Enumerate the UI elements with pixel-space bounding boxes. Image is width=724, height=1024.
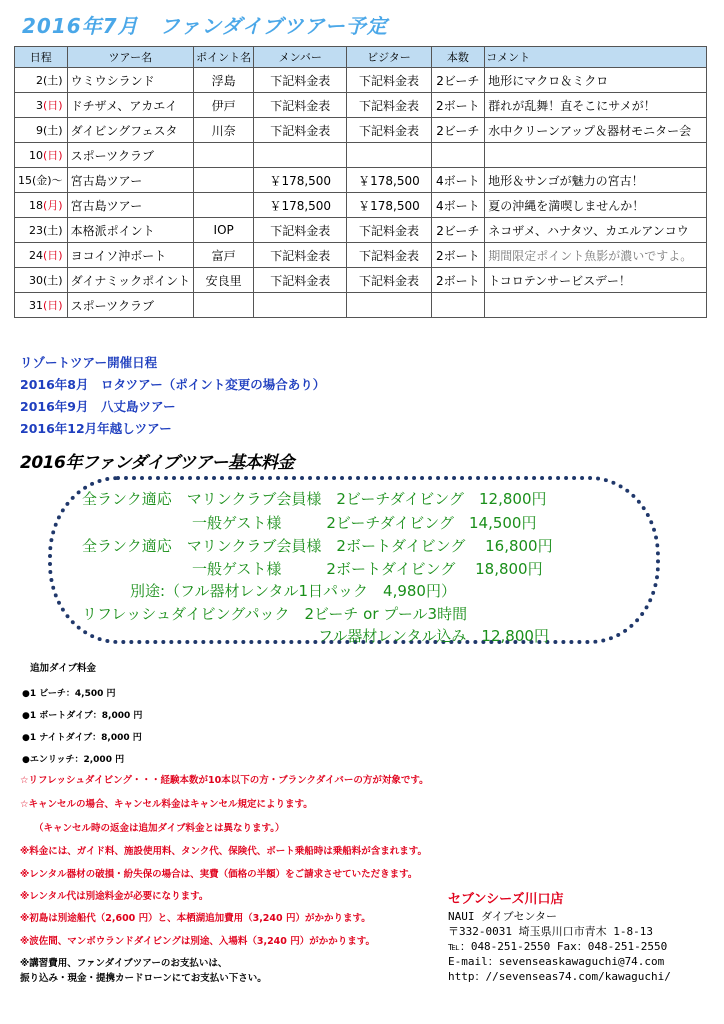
date-cell bbox=[15, 218, 68, 243]
additional-item: ●1 ナイトダイブ：8,000 円 bbox=[22, 733, 142, 743]
page-title: 2016年7月 ファンダイブツアー予定 bbox=[22, 14, 388, 38]
column-header: コメント bbox=[485, 47, 707, 68]
date-day: 31 bbox=[29, 299, 43, 312]
visitor-price-cell bbox=[347, 293, 431, 318]
table-row bbox=[15, 243, 707, 268]
point-cell bbox=[194, 143, 254, 168]
member-price-cell: 下記料金表 bbox=[254, 93, 347, 118]
date-weekday: (土) bbox=[43, 74, 63, 87]
additional-item: ●エンリッチ：2,000 円 bbox=[22, 755, 125, 765]
shop-line: E-mail：sevenseaskawaguchi@74.com bbox=[448, 955, 665, 968]
price-line: 全ランク適応 マリンクラブ会員様 2ビーチダイビング 12,800円 bbox=[82, 490, 547, 508]
comment-cell: 群れが乱舞！直そこにサメが！ bbox=[485, 93, 707, 118]
table-header-row bbox=[15, 47, 707, 68]
tour-name-cell: ヨコイソ沖ボート bbox=[67, 243, 194, 268]
point-cell bbox=[194, 193, 254, 218]
note-line: ※講習費用、ファンダイブツアーのお支払いは、 bbox=[20, 958, 228, 969]
visitor-price-cell: 下記料金表 bbox=[347, 93, 431, 118]
date-cell bbox=[15, 168, 68, 193]
additional-item: ●1 ボートダイブ：8,000 円 bbox=[22, 711, 143, 721]
dive-count-cell: 2ビーチ bbox=[431, 218, 485, 243]
additional-dive-heading: 追加ダイブ料金 bbox=[30, 663, 97, 674]
note-line: 振り込み・現金・提携カードローンにてお支払い下さい。 bbox=[20, 973, 267, 984]
note-line: ※料金には、ガイド料、施設使用料、タンク代、保険代、ボート乗船時は乗船料が含まれます。 bbox=[20, 846, 428, 857]
shop-line: ℡：048-251-2550 Fax：048-251-2550 bbox=[448, 940, 668, 953]
point-cell: 富戸 bbox=[194, 243, 254, 268]
price-title: 2016年ファンダイブツアー基本料金 bbox=[20, 453, 294, 473]
member-price-cell bbox=[254, 143, 347, 168]
note-line: ☆キャンセルの場合、キャンセル料金はキャンセル規定によります。 bbox=[20, 799, 313, 810]
schedule-table bbox=[14, 46, 707, 318]
comment-cell: 地形にマクロ＆ミクロ bbox=[485, 68, 707, 93]
visitor-price-cell: 下記料金表 bbox=[347, 118, 431, 143]
comment-cell bbox=[485, 143, 707, 168]
shop-info bbox=[448, 892, 671, 984]
column-header: 本数 bbox=[431, 47, 485, 68]
dive-count-cell bbox=[431, 293, 485, 318]
resort-heading: リゾートツアー開催日程 bbox=[20, 355, 158, 370]
tour-name-cell: 宮古島ツアー bbox=[67, 168, 194, 193]
comment-cell: 水中クリーンアップ＆器材モニター会 bbox=[485, 118, 707, 143]
note-line: ※レンタル代は別途料金が必要になります。 bbox=[20, 891, 209, 902]
point-cell: 川奈 bbox=[194, 118, 254, 143]
table-row bbox=[15, 118, 707, 143]
table-row bbox=[15, 143, 707, 168]
date-weekday: (金)〜 bbox=[32, 174, 63, 187]
date-day: 3 bbox=[36, 99, 43, 112]
point-cell: IOP bbox=[194, 218, 254, 243]
tour-name-cell: ダイナミックポイント bbox=[67, 268, 194, 293]
date-weekday: (日) bbox=[43, 299, 63, 312]
tour-name-cell: 本格派ポイント bbox=[67, 218, 194, 243]
member-price-cell: ￥178,500 bbox=[254, 193, 347, 218]
table-row bbox=[15, 293, 707, 318]
column-header: ポイント名 bbox=[194, 47, 254, 68]
date-weekday: (土) bbox=[43, 224, 63, 237]
table-row bbox=[15, 218, 707, 243]
dive-count-cell: 2ボート bbox=[431, 93, 485, 118]
date-weekday: (月) bbox=[43, 199, 63, 212]
point-cell: 浮島 bbox=[194, 68, 254, 93]
visitor-price-cell: ￥178,500 bbox=[347, 168, 431, 193]
price-line: 一般ゲスト様 2ボートダイビング 18,800円 bbox=[192, 560, 543, 578]
resort-item: 2016年12月年越しツアー bbox=[20, 421, 172, 436]
tour-name-cell: スポーツクラブ bbox=[67, 293, 194, 318]
date-day: 2 bbox=[36, 74, 43, 87]
note-line: ☆リフレッシュダイビング・・・経験本数が10本以下の方・ブランクダイバーの方が対象です。 bbox=[20, 775, 429, 786]
price-line: 別途:（フル器材レンタル1日パック 4,980円） bbox=[130, 582, 456, 600]
member-price-cell: 下記料金表 bbox=[254, 218, 347, 243]
resort-item: 2016年8月 ロタツアー（ポイント変更の場合あり） bbox=[20, 377, 326, 392]
visitor-price-cell: 下記料金表 bbox=[347, 243, 431, 268]
comment-cell bbox=[485, 293, 707, 318]
dive-count-cell: 4ボート bbox=[431, 168, 485, 193]
dive-count-cell: 2ビーチ bbox=[431, 68, 485, 93]
comment-cell: ネコザメ、ハナタツ、カエルアンコウ bbox=[485, 218, 707, 243]
date-day: 23 bbox=[29, 224, 43, 237]
member-price-cell: 下記料金表 bbox=[254, 268, 347, 293]
member-price-cell bbox=[254, 293, 347, 318]
comment-cell: 夏の沖縄を満喫しませんか！ bbox=[485, 193, 707, 218]
table-row bbox=[15, 268, 707, 293]
visitor-price-cell: 下記料金表 bbox=[347, 218, 431, 243]
point-cell: 安良里 bbox=[194, 268, 254, 293]
comment-cell: トコロテンサービスデー！ bbox=[485, 268, 707, 293]
dive-count-cell: 2ビーチ bbox=[431, 118, 485, 143]
dive-count-cell bbox=[431, 143, 485, 168]
date-weekday: (日) bbox=[43, 99, 63, 112]
date-weekday: (日) bbox=[43, 149, 63, 162]
shop-name: セブンシーズ川口店 bbox=[448, 892, 564, 907]
date-cell bbox=[15, 68, 68, 93]
table-row bbox=[15, 93, 707, 118]
column-header: メンバー bbox=[254, 47, 347, 68]
price-line: 全ランク適応 マリンクラブ会員様 2ボートダイビング 16,800円 bbox=[82, 537, 553, 555]
date-day: 9 bbox=[36, 124, 43, 137]
tour-name-cell: 宮古島ツアー bbox=[67, 193, 194, 218]
table-row bbox=[15, 168, 707, 193]
tour-name-cell: ウミウシランド bbox=[67, 68, 194, 93]
note-line: ※波佐間、マンボウランドダイビングは別途、入場料（3,240 円）がかかります。 bbox=[20, 936, 375, 947]
member-price-cell: 下記料金表 bbox=[254, 68, 347, 93]
table-row bbox=[15, 193, 707, 218]
note-line: （キャンセル時の返金は追加ダイブ料金とは異なります。） bbox=[34, 823, 285, 834]
tour-name-cell: ダイビングフェスタ bbox=[67, 118, 194, 143]
column-header: ビジター bbox=[347, 47, 431, 68]
date-day: 24 bbox=[29, 249, 43, 262]
visitor-price-cell: 下記料金表 bbox=[347, 68, 431, 93]
date-weekday: (土) bbox=[43, 124, 63, 137]
date-cell bbox=[15, 118, 68, 143]
member-price-cell: 下記料金表 bbox=[254, 243, 347, 268]
tour-name-cell: ドチザメ、アカエイ bbox=[67, 93, 194, 118]
date-weekday: (日) bbox=[43, 249, 63, 262]
date-cell bbox=[15, 193, 68, 218]
price-line: 一般ゲスト様 2ビーチダイビング 14,500円 bbox=[192, 514, 537, 532]
date-cell bbox=[15, 293, 68, 318]
date-day: 15 bbox=[18, 174, 32, 187]
point-cell bbox=[194, 293, 254, 318]
point-cell bbox=[194, 168, 254, 193]
note-line: ※レンタル器材の破損・紛失保の場合は、実費（価格の半額）をご請求させていただきます。 bbox=[20, 869, 418, 880]
shop-line: http：//sevenseas74.com/kawaguchi/ bbox=[448, 970, 671, 983]
date-cell bbox=[15, 243, 68, 268]
date-day: 18 bbox=[29, 199, 43, 212]
price-line: フル器材レンタル込み 12,800円 bbox=[318, 627, 549, 645]
resort-tour-section bbox=[20, 352, 325, 440]
comment-cell: 地形＆サンゴが魅力の宮古！ bbox=[485, 168, 707, 193]
date-weekday: (土) bbox=[43, 274, 63, 287]
dive-count-cell: 4ボート bbox=[431, 193, 485, 218]
note-line: ※初島は別途船代（2,600 円）と、本栖湖追加費用（3,240 円）がかかります。 bbox=[20, 913, 371, 924]
visitor-price-cell bbox=[347, 143, 431, 168]
shop-line: NAUI ダイブセンター bbox=[448, 910, 558, 923]
additional-item: ●1 ビーチ：4,500 円 bbox=[22, 689, 116, 699]
price-line: リフレッシュダイビングパック 2ビーチ or プール3時間 bbox=[82, 605, 468, 623]
column-header: 日程 bbox=[15, 47, 68, 68]
column-header: ツアー名 bbox=[67, 47, 194, 68]
point-cell: 伊戸 bbox=[194, 93, 254, 118]
date-day: 30 bbox=[29, 274, 43, 287]
resort-item: 2016年9月 八丈島ツアー bbox=[20, 399, 176, 414]
date-cell bbox=[15, 268, 68, 293]
date-cell bbox=[15, 143, 68, 168]
date-day: 10 bbox=[29, 149, 43, 162]
visitor-price-cell: 下記料金表 bbox=[347, 268, 431, 293]
comment-cell: 期間限定ポイント魚影が濃いですよ。 bbox=[485, 243, 707, 268]
dive-count-cell: 2ボート bbox=[431, 268, 485, 293]
dive-count-cell: 2ボート bbox=[431, 243, 485, 268]
visitor-price-cell: ￥178,500 bbox=[347, 193, 431, 218]
member-price-cell: 下記料金表 bbox=[254, 118, 347, 143]
tour-name-cell: スポーツクラブ bbox=[67, 143, 194, 168]
table-body bbox=[15, 68, 707, 318]
shop-line: 〒332-0031 埼玉県川口市青木 1-8-13 bbox=[448, 925, 653, 938]
date-cell bbox=[15, 93, 68, 118]
table-row bbox=[15, 68, 707, 93]
member-price-cell: ￥178,500 bbox=[254, 168, 347, 193]
